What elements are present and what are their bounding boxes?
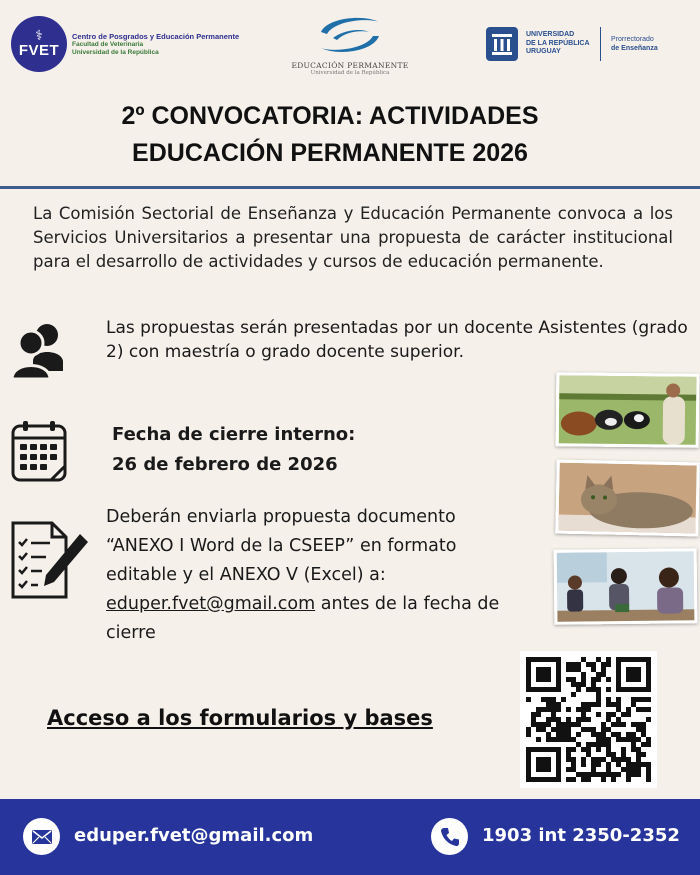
photo-cat [555,460,700,537]
intro-emphasis: Comisión Sectorial de Enseñanza y Educación Permanente [58,204,552,223]
prorrectorado-line2: de Enseñanza [611,45,658,52]
udelar-name [526,31,590,57]
forms-access-link[interactable]: Acceso a los formularios y bases [47,706,433,730]
fvet-emblem [11,16,67,72]
university-shield-icon [486,27,518,61]
header-logos [0,0,700,92]
ep-subtitle: Universidad de la República [310,70,390,76]
footer-email[interactable]: eduper.fvet@gmail.com [74,825,314,846]
title-divider [0,186,700,189]
send-instructions [106,503,516,648]
logo-separator [600,27,602,61]
qr-code-icon [526,657,651,782]
caduceus-icon: ⚕ [35,28,43,44]
deadline-date: 26 de febrero de 2026 [112,454,338,475]
fvet-line3: Universidad de la República [72,48,159,56]
page-title [0,98,660,172]
calendar-icon [11,420,67,486]
udelar-line1: UNIVERSIDAD [526,31,575,39]
title-line1: 2º CONVOCATORIA: ACTIVIDADES [121,102,539,130]
document-pen-icon [10,520,90,604]
photo-students [554,548,698,624]
fvet-logo [11,16,239,72]
footer-phone[interactable]: 1903 int 2350-2352 [482,825,680,846]
send-after: antes de la fecha de cierre [106,594,500,643]
title-line2: EDUCACIÓN PERMANENTE 2026 [132,139,528,167]
ep-title: EDUCACIÓN PERMANENTE [291,61,409,70]
udelar-line2: DE LA REPÚBLICA [526,39,590,47]
fvet-line2: Facultad de Veterinaria [72,40,144,48]
intro-paragraph [33,202,673,274]
send-before: Deberán enviarla propuesta documento “ANEXO I Word de la CSEEP” en formato editable y el ANEXO V (Excel) a: [106,507,457,585]
fvet-logo-text: FVET [18,42,60,59]
qr-code[interactable] [520,651,657,788]
send-email-link[interactable]: eduper.fvet@gmail.com [106,594,316,614]
fvet-line1: Centro de Posgrados y Educación Permanente [72,31,240,41]
proposers-text: Las propuestas serán presentadas por un docente Asistentes (grado 2) con maestría o grado docente superior. [106,318,688,362]
deadline-label: Fecha de cierre interno: [112,424,356,445]
udelar-logo [486,27,658,61]
photo-cattle [556,372,700,447]
swoosh-icon [313,12,387,58]
intro-before: La [33,204,59,223]
fvet-logo-caption [72,32,239,57]
educacion-permanente-logo [290,12,410,76]
prorrectorado-line1: Prorrectorado [611,36,654,43]
deadline-block [112,420,432,480]
prorrectorado-label [611,35,658,53]
udelar-line3: URUGUAY [526,48,561,56]
users-icon [11,321,65,385]
envelope-icon [23,818,60,855]
footer-bar [0,799,700,875]
phone-icon [431,818,468,855]
intro-after: convoca a los Servicios Universitarios a presentar una propuesta de carácter institucional para el desarrollo de actividades y cursos de educación permanente. [33,204,673,271]
